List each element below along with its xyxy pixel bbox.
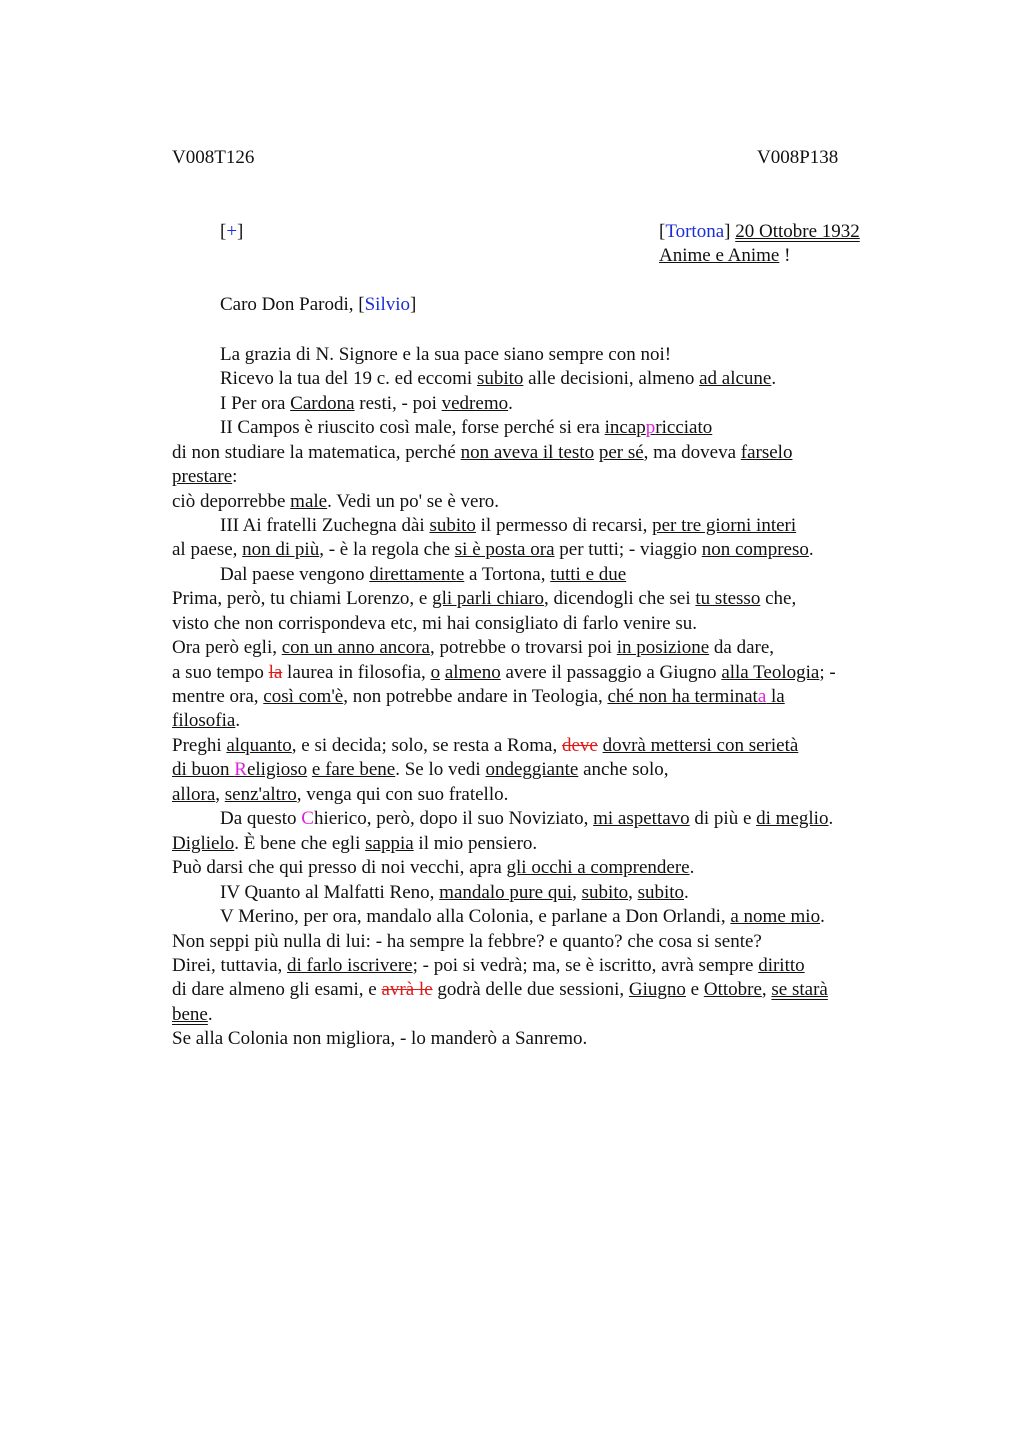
body-line: bene. [172, 1004, 213, 1025]
body-line: Ora però egli, con un anno ancora, potrebbe o trovarsi poi in posizione da dare, [172, 637, 775, 658]
body-line: La grazia di N. Signore e la sua pace siano sempre con noi! [220, 344, 672, 365]
body-line: Non seppi più nulla di lui: - ha sempre la febbre? e quanto? che cosa si sente? [172, 931, 762, 952]
body-line: prestare: [172, 466, 238, 487]
body-line: Preghi alquanto, e si decida; solo, se resta a Roma, deve dovrà mettersi con serietà [172, 735, 799, 756]
body-line: I Per ora Cardona resti, - poi vedremo. [220, 393, 513, 414]
body-line: Prima, però, tu chiami Lorenzo, e gli parli chiaro, dicendogli che sei tu stesso che, [172, 588, 797, 609]
place-date: [Tortona] 20 Ottobre 1932 [659, 221, 860, 242]
header-left-code: V008T126 [172, 147, 255, 168]
body-line: al paese, non di più, - è la regola che si è posta ora per tutti; - viaggio non compreso. [172, 539, 814, 560]
body-line: Da questo Chierico, però, dopo il suo Noviziato, mi aspettavo di più e di meglio. [220, 808, 834, 829]
place-name: Tortona [665, 221, 725, 242]
body-line: Direi, tuttavia, di farlo iscrivere; - poi si vedrà; ma, se è iscritto, avrà sempre diritto [172, 955, 805, 976]
deleted-word: deve [561, 735, 598, 756]
body-line: Ricevo la tua del 19 c. ed eccomi subito alle decisioni, almeno ad alcune. [220, 368, 777, 389]
body-line: a suo tempo la laurea in filosofia, o almeno avere il passaggio a Giugno alla Teologia; - [172, 662, 836, 683]
deleted-word: avrà le [381, 979, 433, 1000]
motto: Anime e Anime ! [659, 245, 791, 266]
body-line: di non studiare la matematica, perché non aveva il testo per sé, ma doveva farselo [172, 442, 793, 463]
body-line: ciò deporrebbe male. Vedi un po' se è vero. [172, 491, 500, 512]
body-line: V Merino, per ora, mandalo alla Colonia, e parlane a Don Orlandi, a nome mio. [220, 906, 825, 927]
recipient-name: Silvio [364, 294, 410, 315]
body-line: II Campos è riuscito così male, forse perché si era incappricciato [220, 417, 713, 438]
body-line: di buon Religioso e fare bene. Se lo vedi ondeggiante anche solo, [172, 759, 669, 780]
body-line: filosofia. [172, 710, 241, 731]
body-line: di dare almeno gli esami, e avrà le godrà delle due sessioni, Giugno e Ottobre, se starà [172, 979, 828, 1000]
body-line: allora, senz'altro, venga qui con suo fratello. [172, 784, 509, 805]
letter-date: 20 Ottobre 1932 [735, 221, 860, 242]
body-line: Può darsi che qui presso di noi vecchi, apra gli occhi a comprendere. [172, 857, 695, 878]
greeting: Caro Don Parodi, [Silvio] [220, 294, 417, 315]
cross-mark: [+] [220, 221, 244, 242]
header-right-code: V008P138 [757, 147, 839, 168]
body-line: mentre ora, così com'è, non potrebbe andare in Teologia, ché non ha terminata la [172, 686, 785, 707]
body-line: Se alla Colonia non migliora, - lo manderò a Sanremo. [172, 1028, 588, 1049]
body-line: Dal paese vengono direttamente a Tortona, tutti e due [220, 564, 627, 585]
body-line: IV Quanto al Malfatti Reno, mandalo pure qui, subito, subito. [220, 882, 689, 903]
deleted-word: la [268, 662, 283, 683]
body-line: III Ai fratelli Zuchegna dài subito il permesso di recarsi, per tre giorni interi [220, 515, 797, 536]
body-line: Diglielo. È bene che egli sappia il mio pensiero. [172, 833, 538, 854]
body-line: visto che non corrispondeva etc, mi hai consigliato di farlo venire su. [172, 613, 697, 634]
